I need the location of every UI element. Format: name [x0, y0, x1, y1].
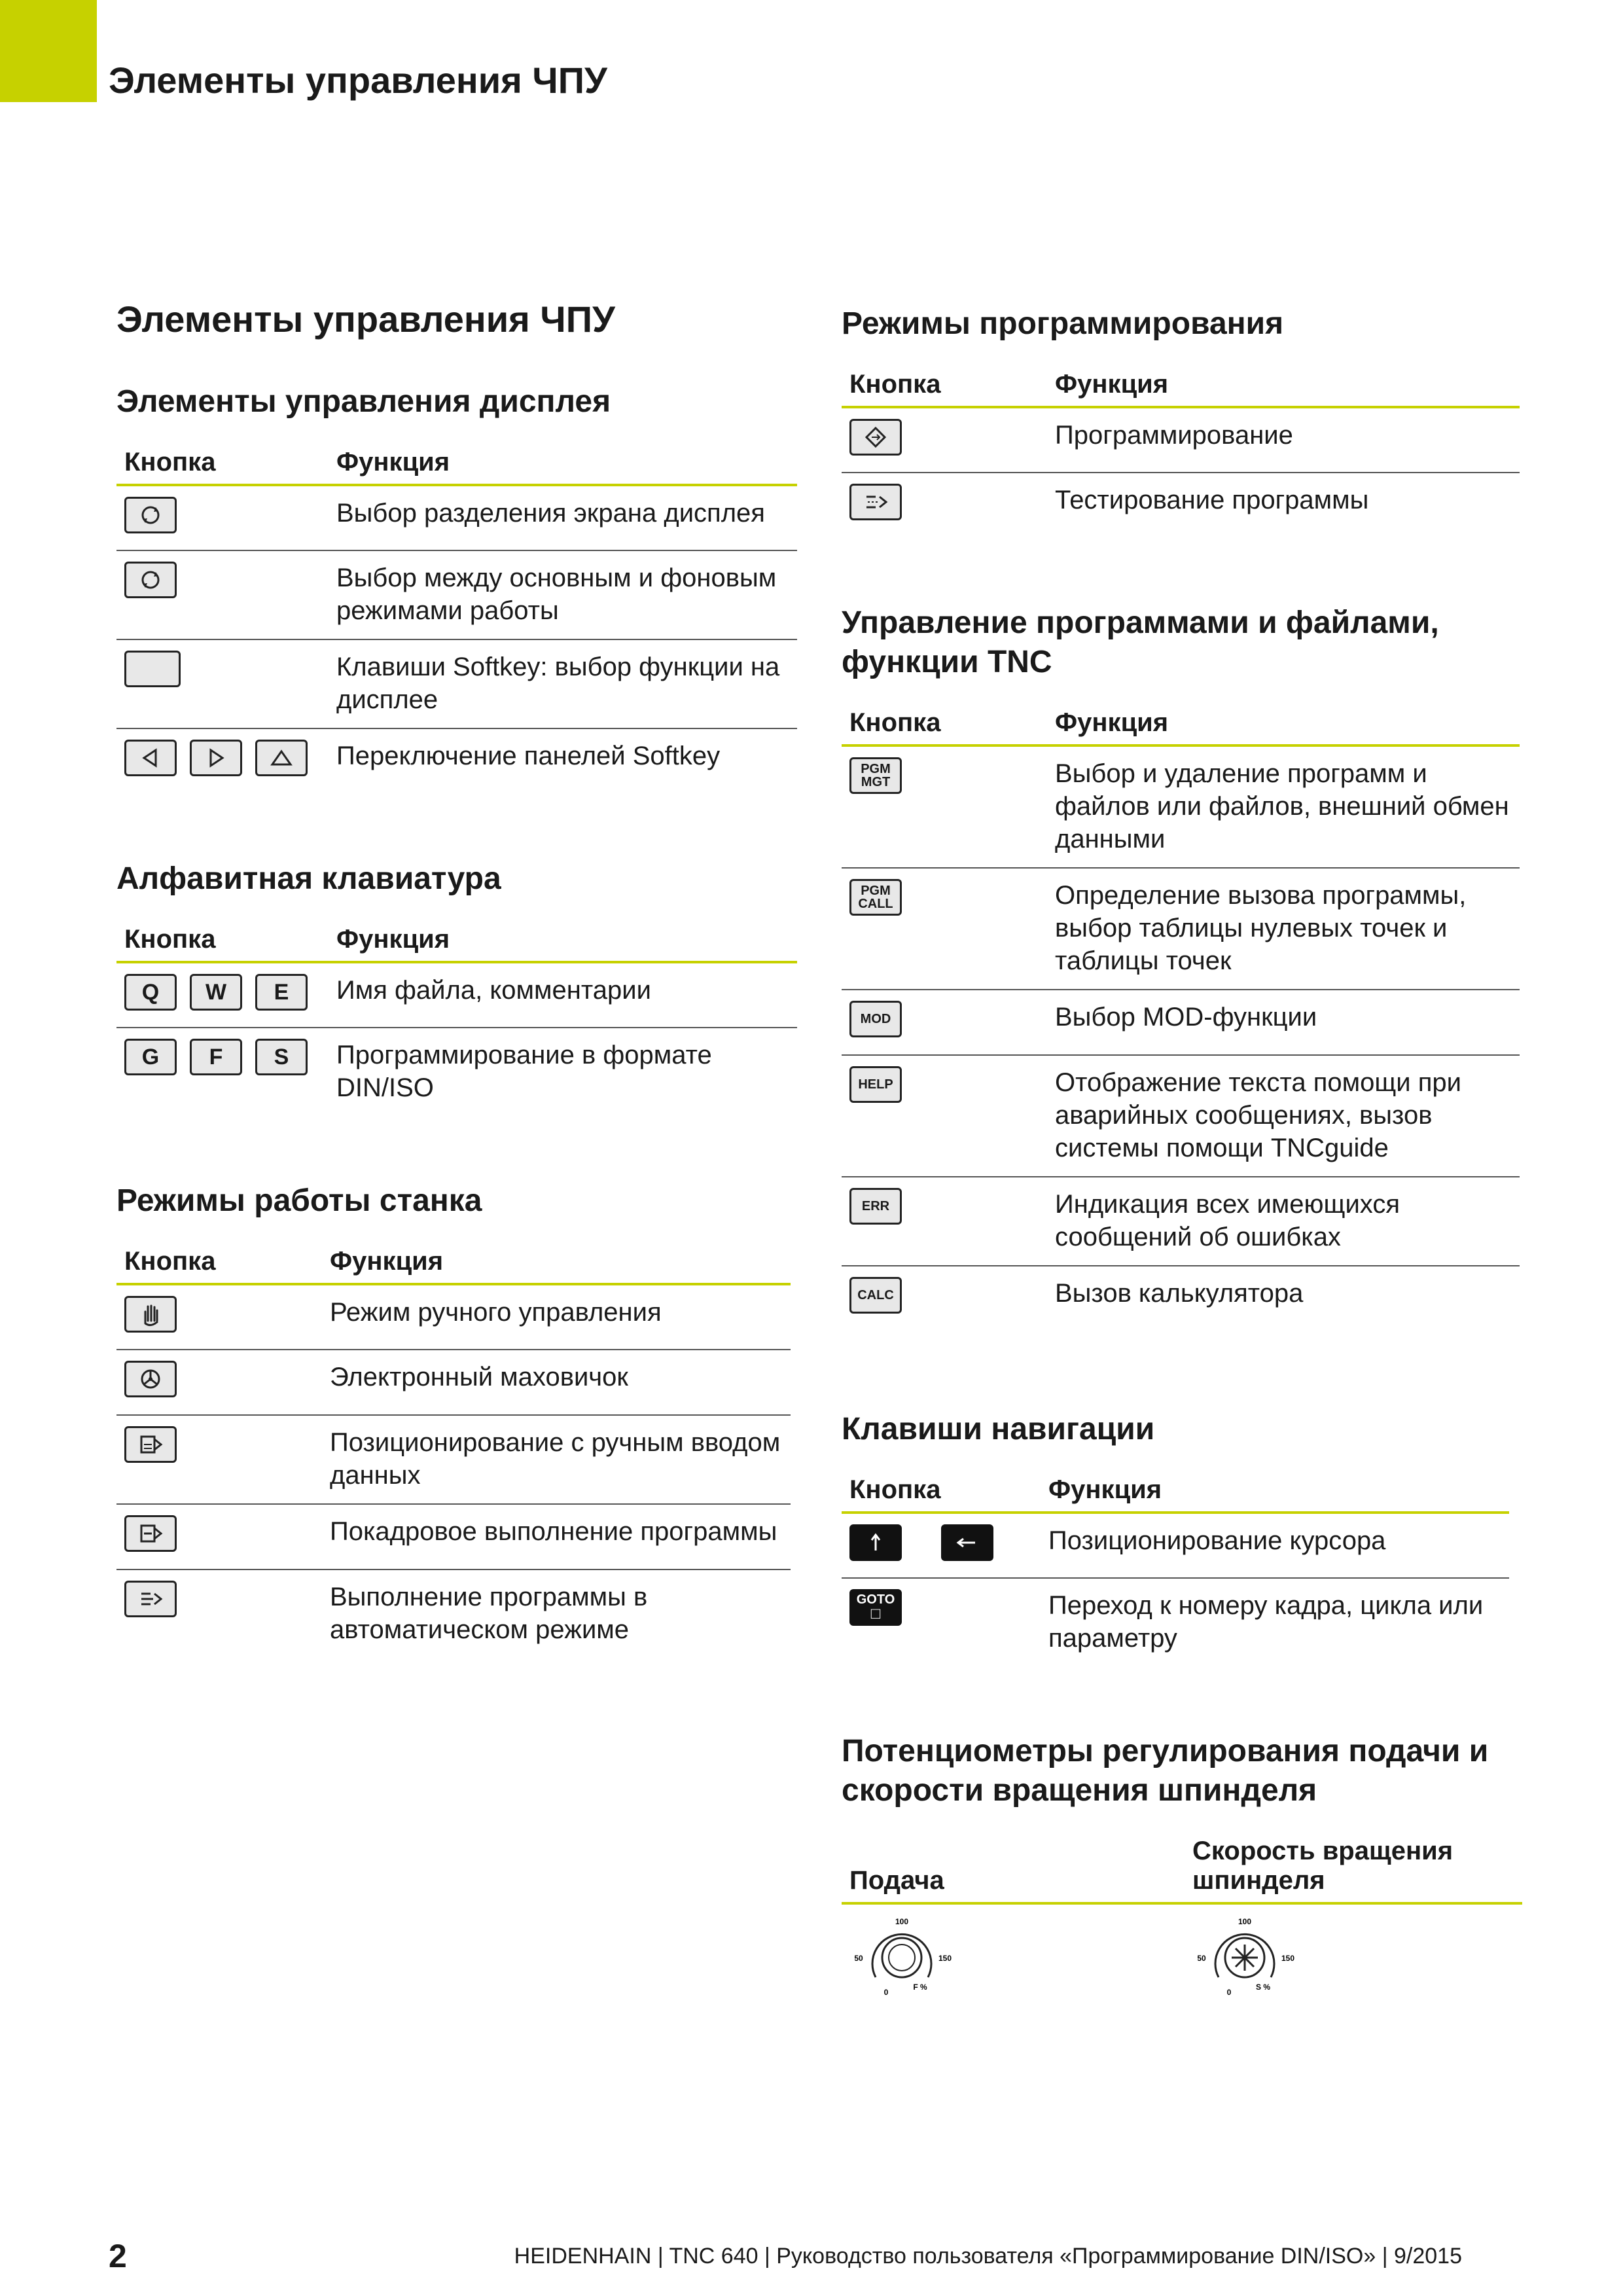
arrow-up-icon [861, 1530, 890, 1556]
mdi-icon [136, 1431, 165, 1458]
right-column [842, 298, 1520, 2085]
softkey-next-key[interactable] [190, 740, 242, 776]
single-block-key[interactable] [124, 1515, 177, 1552]
auto-run-icon [136, 1586, 165, 1612]
programming-func-0: Программирование [1047, 407, 1520, 473]
table-row [842, 1266, 1520, 1331]
footer-text: HEIDENHAIN | TNC 640 | Руководство пользователя «Программирование DIN/ISO» | 9/2015 [514, 2244, 1462, 2269]
col-header-function: Функция [329, 444, 797, 485]
display-func-0: Выбор разделения экрана дисплея [329, 485, 797, 550]
col-header-key: Кнопка [116, 921, 329, 962]
table-row [116, 1028, 797, 1116]
col-header-function: Функция [1041, 1471, 1509, 1513]
mod-key[interactable]: MOD [849, 1001, 902, 1037]
triangle-up-icon [267, 745, 296, 771]
table-row [116, 1350, 791, 1415]
pots-table [842, 1833, 1522, 2020]
machine-func-1: Электронный маховичок [322, 1350, 791, 1415]
alpha-section-title: Алфавитная клавиатура [116, 861, 501, 896]
alpha-table [116, 921, 797, 1116]
display-func-3: Переключение панелей Softkey [336, 742, 721, 770]
alpha-func-1: Программирование в формате DIN/ISO [336, 1041, 712, 1102]
mode-switch-icon [136, 567, 165, 593]
key-w[interactable]: W [190, 974, 242, 1011]
cursor-left-key[interactable] [941, 1524, 993, 1561]
files-func-5: Вызов калькулятора [1055, 1279, 1304, 1308]
feed-scale-unit: F % [913, 1982, 927, 1992]
handwheel-key[interactable] [124, 1361, 177, 1397]
err-key[interactable]: ERR [849, 1188, 902, 1225]
manual-mode-key[interactable] [124, 1296, 177, 1333]
table-row [116, 728, 797, 794]
machine-table [116, 1243, 791, 1658]
table-row [842, 473, 1520, 538]
files-func-4: Индикация всех имеющихся сообщений об ошибках [1047, 1177, 1520, 1266]
calc-key[interactable]: CALC [849, 1277, 902, 1314]
key-g[interactable]: G [124, 1039, 177, 1075]
page-number: 2 [109, 2238, 127, 2274]
hand-icon [136, 1301, 165, 1327]
files-func-3: Отображение текста помощи при аварийных сообщениях, вызов системы помощи TNCguide [1047, 1055, 1520, 1177]
auto-run-key[interactable] [124, 1581, 177, 1617]
col-header-feed: Подача [842, 1833, 1185, 1903]
help-key[interactable]: HELP [849, 1066, 902, 1103]
files-func-2: Выбор MOD-функции [1047, 990, 1520, 1055]
programming-icon [861, 424, 890, 450]
handwheel-icon [136, 1366, 165, 1392]
programming-key[interactable] [849, 419, 902, 456]
machine-func-2: Позиционирование с ручным вводом данных [322, 1415, 791, 1504]
cursor-up-key[interactable] [849, 1524, 902, 1561]
key-q[interactable]: Q [124, 974, 177, 1011]
spindle-scale-unit: S % [1255, 1982, 1271, 1992]
col-header-key: Кнопка [842, 704, 1047, 745]
pgm-call-key[interactable]: PGM CALL [849, 879, 902, 916]
machine-section-title: Режимы работы станка [116, 1183, 482, 1218]
table-row [842, 1578, 1509, 1666]
col-header-function: Функция [329, 921, 797, 962]
split-screen-key[interactable] [124, 497, 177, 533]
mdi-key[interactable] [124, 1426, 177, 1463]
triangle-right-icon [202, 745, 230, 771]
col-header-function: Функция [322, 1243, 791, 1284]
chapter-tab [0, 0, 97, 102]
spindle-scale-top: 100 [1238, 1917, 1252, 1926]
display-section-title: Элементы управления дисплея [116, 384, 611, 419]
table-row [842, 990, 1520, 1055]
feed-scale-top: 100 [895, 1917, 909, 1926]
feed-scale-left: 50 [854, 1954, 863, 1963]
feed-scale-bottom: 0 [883, 1988, 889, 1997]
files-section-title: Управление программами и файлами, функции TNC [842, 605, 1439, 679]
col-header-spindle: Скорость вращения шпинделя [1185, 1833, 1522, 1903]
table-row [842, 868, 1520, 990]
nav-func-0: Позиционирование курсора [1041, 1513, 1509, 1578]
split-screen-icon [136, 502, 165, 528]
table-row [842, 745, 1520, 868]
key-s[interactable]: S [255, 1039, 308, 1075]
mode-switch-key[interactable] [124, 562, 177, 598]
machine-func-0: Режим ручного управления [322, 1284, 791, 1350]
alpha-func-0: Имя файла, комментарии [329, 962, 797, 1028]
table-row [842, 1513, 1509, 1578]
pots-section-title: Потенциометры регулирования подачи и скорости вращения шпинделя [842, 1734, 1489, 1808]
test-run-key[interactable] [849, 484, 902, 520]
nav-func-1: Переход к номеру кадра, цикла или параметру [1048, 1591, 1484, 1653]
key-f[interactable]: F [190, 1039, 242, 1075]
table-row [842, 1177, 1520, 1266]
single-block-icon [136, 1520, 165, 1547]
spindle-scale-right: 150 [1281, 1954, 1295, 1963]
key-e[interactable]: E [255, 974, 308, 1011]
table-row [842, 1055, 1520, 1177]
feed-scale-right: 150 [938, 1954, 952, 1963]
col-header-key: Кнопка [116, 1243, 322, 1284]
left-column [116, 298, 797, 1723]
arrow-left-icon [953, 1530, 982, 1556]
table-row [116, 1570, 791, 1658]
triangle-left-icon [136, 745, 165, 771]
table-row [842, 1903, 1522, 2020]
softkey-blank-key[interactable] [124, 651, 181, 687]
spindle-scale-bottom: 0 [1226, 1988, 1232, 1997]
feed-potentiometer-icon[interactable] [849, 1915, 954, 2000]
programming-section-title: Режимы программирования [842, 306, 1284, 341]
spindle-potentiometer-icon[interactable] [1192, 1915, 1297, 2000]
col-header-function: Функция [1047, 366, 1520, 407]
table-row [116, 639, 797, 728]
running-title: Элементы управления ЧПУ [109, 60, 607, 101]
machine-func-3: Покадровое выполнение программы [322, 1504, 791, 1570]
files-func-0: Выбор и удаление программ и файлов или файлов, внешний обмен данными [1047, 745, 1520, 868]
machine-func-4: Выполнение программы в автоматическом режиме [330, 1583, 648, 1644]
nav-section-title: Клавиши навигации [842, 1412, 1155, 1446]
display-func-2: Клавиши Softkey: выбор функции на дисплее [329, 639, 797, 728]
col-header-function: Функция [1047, 704, 1520, 745]
pgm-mgt-key[interactable]: PGM MGT [849, 757, 902, 794]
programming-table [842, 366, 1520, 538]
table-row [116, 1415, 791, 1504]
nav-table [842, 1471, 1509, 1666]
col-header-key: Кнопка [116, 444, 329, 485]
table-row [116, 962, 797, 1028]
test-run-icon [861, 489, 890, 515]
table-row [842, 407, 1520, 473]
table-row [116, 1504, 791, 1570]
programming-func-1: Тестирование программы [1055, 486, 1369, 514]
col-header-key: Кнопка [842, 366, 1047, 407]
files-func-1: Определение вызова программы, выбор таблицы нулевых точек и таблицы точек [1047, 868, 1520, 990]
table-row [116, 1284, 791, 1350]
main-title: Элементы управления ЧПУ [116, 298, 615, 340]
display-table [116, 444, 797, 794]
spindle-scale-left: 50 [1197, 1954, 1206, 1963]
goto-key[interactable]: GOTO □ [849, 1589, 902, 1626]
files-table [842, 704, 1520, 1331]
col-header-key: Кнопка [842, 1471, 1041, 1513]
display-func-1: Выбор между основным и фоновым режимами работы [329, 550, 797, 639]
table-row [116, 550, 797, 639]
table-row [116, 485, 797, 550]
softkey-up-key[interactable] [255, 740, 308, 776]
softkey-prev-key[interactable] [124, 740, 177, 776]
